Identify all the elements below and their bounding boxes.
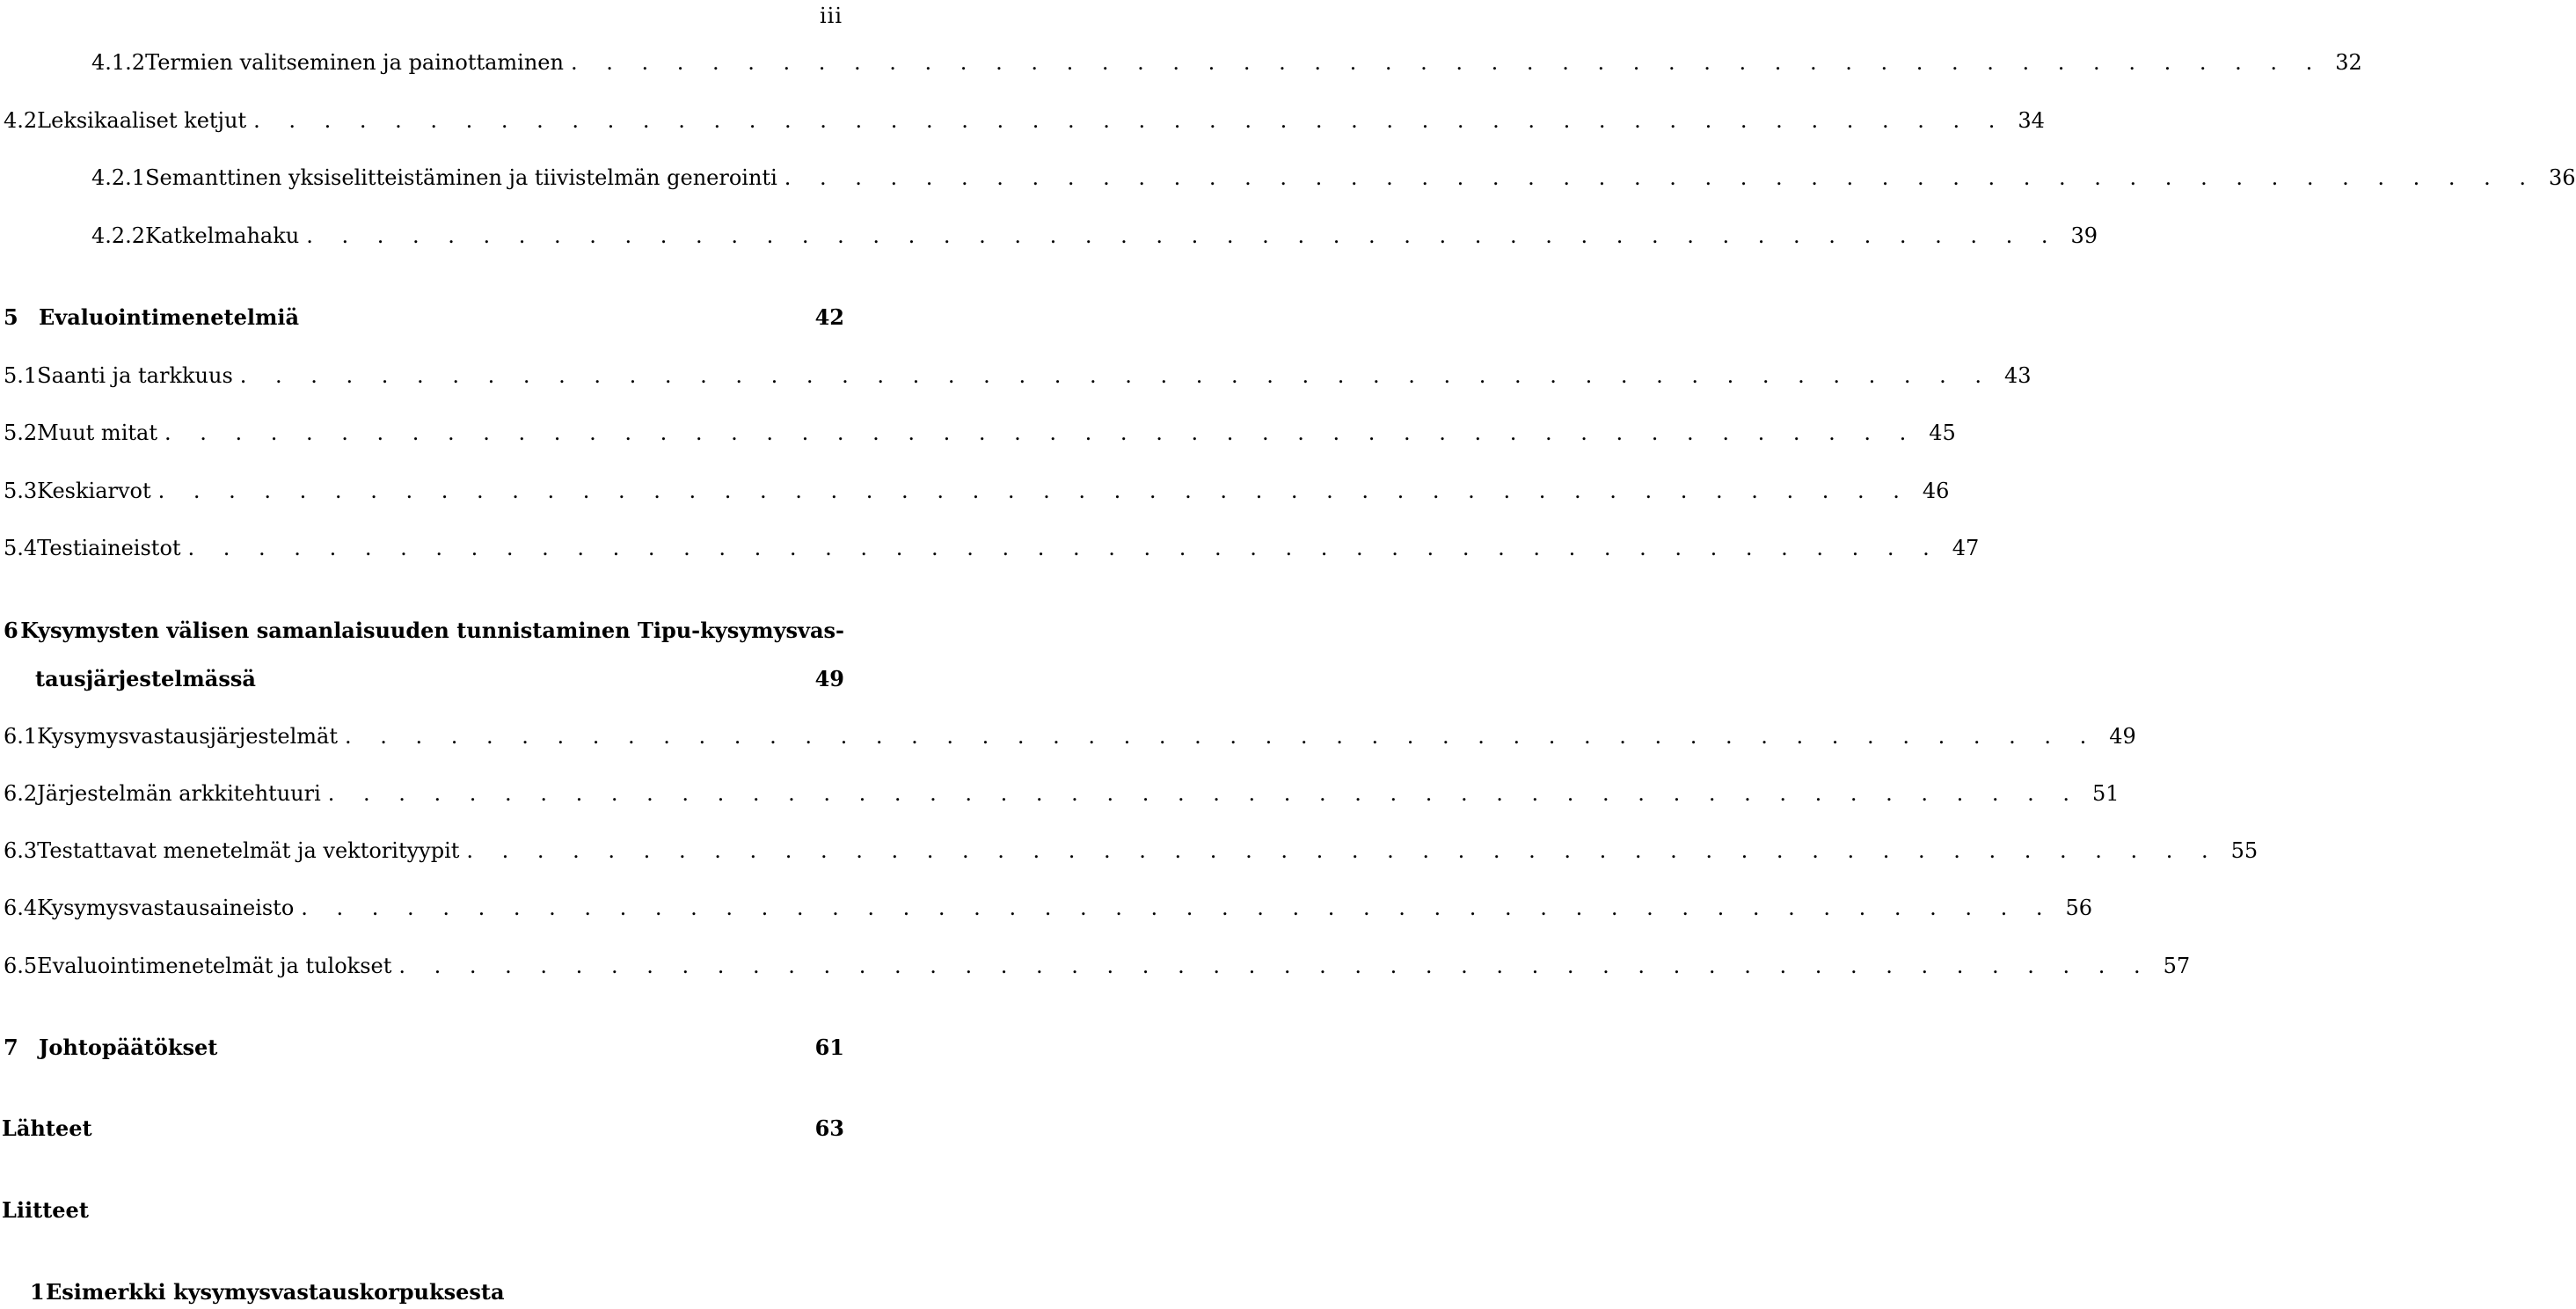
toc-entry-page: 49 xyxy=(814,666,844,691)
toc-entry-page: 46 xyxy=(1922,479,1950,503)
leader-dots: . . . . . . . . . . . . . . . . . . . . . . . . . . . . . . . . . . . . . . . . . . . . . . . . . . xyxy=(784,165,2537,190)
toc-entry-title: Evaluointimenetelmät ja tulokset xyxy=(37,954,392,978)
toc-entry-page: 55 xyxy=(2230,838,2259,863)
toc-entry-page: 56 xyxy=(2065,896,2093,920)
toc-entry-title: Evaluointimenetelmiä xyxy=(39,304,300,330)
leader-dots: . . . . . . . . . . . . . . . . . . . . . . . . . . . . . . . . . . . . . . . . . . . . . . . . . . xyxy=(301,896,2054,920)
toc-entry-6-4[interactable] xyxy=(0,893,2093,923)
toc-entry-title-line2: tausjärjestelmässä xyxy=(35,666,256,691)
toc-entry-number: 5.4 xyxy=(4,536,38,560)
toc-entry-title: Liitteet xyxy=(2,1197,89,1223)
toc-entry-6-2[interactable] xyxy=(0,779,2120,808)
toc-entry-number: 4.2 xyxy=(4,108,38,133)
toc-entry-number: 5.3 xyxy=(4,479,38,503)
leader-dots: . . . . . . . . . . . . . . . . . . . . . . . . . . . . . . . . . . . . . . . . . . . . . . . . . . xyxy=(164,420,1917,445)
toc-entry-number: 5 xyxy=(4,304,18,330)
toc-entry-page: 42 xyxy=(814,304,844,330)
toc-entry-number: 6.3 xyxy=(4,838,38,863)
toc-entry-title: Termien valitseminen ja painottaminen xyxy=(145,50,564,75)
toc-entry-page: 51 xyxy=(2091,781,2120,806)
toc-entry-title-line1: Kysymysten välisen samanlaisuuden tunnistaminen Tipu-kysymysvas- xyxy=(20,618,844,643)
toc-entry-number: 4.2.1 xyxy=(91,165,146,190)
toc-entry-page: 61 xyxy=(814,1035,844,1060)
toc-entry-page: 47 xyxy=(1952,536,1980,560)
leader-dots: . . . . . . . . . . . . . . . . . . . . . . . . . . . . . . . . . . . . . . . . . . . . . . . . . . xyxy=(306,223,2059,248)
toc-entry-title: Johtopäätökset xyxy=(39,1035,218,1060)
toc-entry-6-1[interactable] xyxy=(0,721,2136,751)
toc-entry-page: 45 xyxy=(1929,420,1956,445)
toc-entry-page: 32 xyxy=(2335,50,2362,75)
toc-references[interactable] xyxy=(0,1114,844,1144)
toc-chapter-5[interactable] xyxy=(0,303,844,333)
toc-chapter-6-continued[interactable] xyxy=(0,664,844,694)
leader-dots: . . . . . . . . . . . . . . . . . . . . . . . . . . . . . . . . . . . . . . . . . . . . . . . . . . xyxy=(239,363,1993,388)
toc-entry-page: 57 xyxy=(2163,954,2191,978)
toc-entry-title: Kysymysvastausaineisto xyxy=(37,896,295,920)
toc-entry-title: Testiaineistot xyxy=(37,536,181,560)
toc-appendix-1[interactable] xyxy=(0,1277,844,1307)
toc-entry-page: 36 xyxy=(2548,165,2576,190)
toc-entry-6-3[interactable] xyxy=(0,836,2259,866)
toc-entry-4-2-1[interactable] xyxy=(0,163,2576,193)
leader-dots: . . . . . . . . . . . . . . . . . . . . . . . . . . . . . . . . . . . . . . . . . . . . . . . . . . xyxy=(157,479,1911,503)
toc-entry-page: 34 xyxy=(2018,108,2045,133)
toc-entry-number: 5.1 xyxy=(4,363,38,388)
leader-dots: . . . . . . . . . . . . . . . . . . . . . . . . . . . . . . . . . . . . . . . . . . . . . . . . . . xyxy=(187,536,1941,560)
toc-entry-6-5[interactable] xyxy=(0,951,2191,981)
toc-entry-number: 7 xyxy=(4,1035,18,1060)
leader-dots: . . . . . . . . . . . . . . . . . . . . . . . . . . . . . . . . . . . . . . . . . . . . . . . . . . xyxy=(466,838,2220,863)
toc-entry-number: 5.2 xyxy=(4,420,38,445)
leader-dots: . . . . . . . . . . . . . . . . . . . . . . . . . . . . . . . . . . . . . . . . . . . . . . . . . . xyxy=(344,724,2098,749)
toc-entry-4-1-2[interactable] xyxy=(0,48,2362,77)
toc-entry-page: 39 xyxy=(2070,223,2098,248)
toc-entry-page: 49 xyxy=(2109,724,2136,749)
toc-entry-5-3[interactable] xyxy=(0,476,1950,506)
leader-dots: . . . . . . . . . . . . . . . . . . . . . . . . . . . . . . . . . . . . . . . . . . . . . . . . . . xyxy=(570,50,2324,75)
page-number: iii xyxy=(819,4,843,28)
toc-entry-5-2[interactable] xyxy=(0,418,1956,448)
toc-entry-4-2-2[interactable] xyxy=(0,221,2098,251)
toc-entry-title: Muut mitat xyxy=(37,420,157,445)
toc-entry-title: Lähteet xyxy=(2,1115,92,1141)
toc-entry-title: Kysymysvastausjärjestelmät xyxy=(37,724,338,749)
toc-chapter-6[interactable] xyxy=(0,616,844,646)
leader-dots: . . . . . . . . . . . . . . . . . . . . . . . . . . . . . . . . . . . . . . . . . . . . . . . . . . xyxy=(398,954,2152,978)
toc-entry-number: 6.2 xyxy=(4,781,38,806)
toc-entry-title: Katkelmahaku xyxy=(145,223,300,248)
leader-dots: . . . . . . . . . . . . . . . . . . . . . . . . . . . . . . . . . . . . . . . . . . . . . . . . . . xyxy=(327,781,2081,806)
toc-entry-title: Semanttinen yksiselitteistäminen ja tiivistelmän generointi xyxy=(145,165,777,190)
toc-chapter-7[interactable] xyxy=(0,1033,844,1063)
toc-entry-title: Testattavat menetelmät ja vektorityypit xyxy=(37,838,460,863)
toc-entry-title: Keskiarvot xyxy=(37,479,151,503)
toc-entry-title: Järjestelmän arkkitehtuuri xyxy=(37,781,321,806)
toc-entry-page: 63 xyxy=(814,1115,844,1141)
toc-entry-title: Leksikaaliset ketjut xyxy=(37,108,247,133)
toc-entry-page: 43 xyxy=(2003,363,2032,388)
toc-entry-4-2[interactable] xyxy=(0,106,2045,135)
toc-entry-number: 6.1 xyxy=(4,724,38,749)
toc-entry-title: Esimerkki kysymysvastauskorpuksesta xyxy=(46,1279,505,1305)
toc-entry-number: 4.2.2 xyxy=(91,223,146,248)
toc-entry-number: 6.5 xyxy=(4,954,38,978)
toc-entry-5-1[interactable] xyxy=(0,361,2032,391)
toc-entry-number: 4.1.2 xyxy=(91,50,146,75)
toc-entry-number: 6 xyxy=(4,618,18,643)
toc-entry-number: 1 xyxy=(30,1279,45,1305)
leader-dots: . . . . . . . . . . . . . . . . . . . . . . . . . . . . . . . . . . . . . . . . . . . . . . . . . . xyxy=(253,108,2006,133)
toc-appendices[interactable] xyxy=(0,1196,844,1225)
toc-entry-number: 6.4 xyxy=(4,896,38,920)
toc-entry-title: Saanti ja tarkkuus xyxy=(37,363,233,388)
toc-entry-5-4[interactable] xyxy=(0,533,1980,563)
